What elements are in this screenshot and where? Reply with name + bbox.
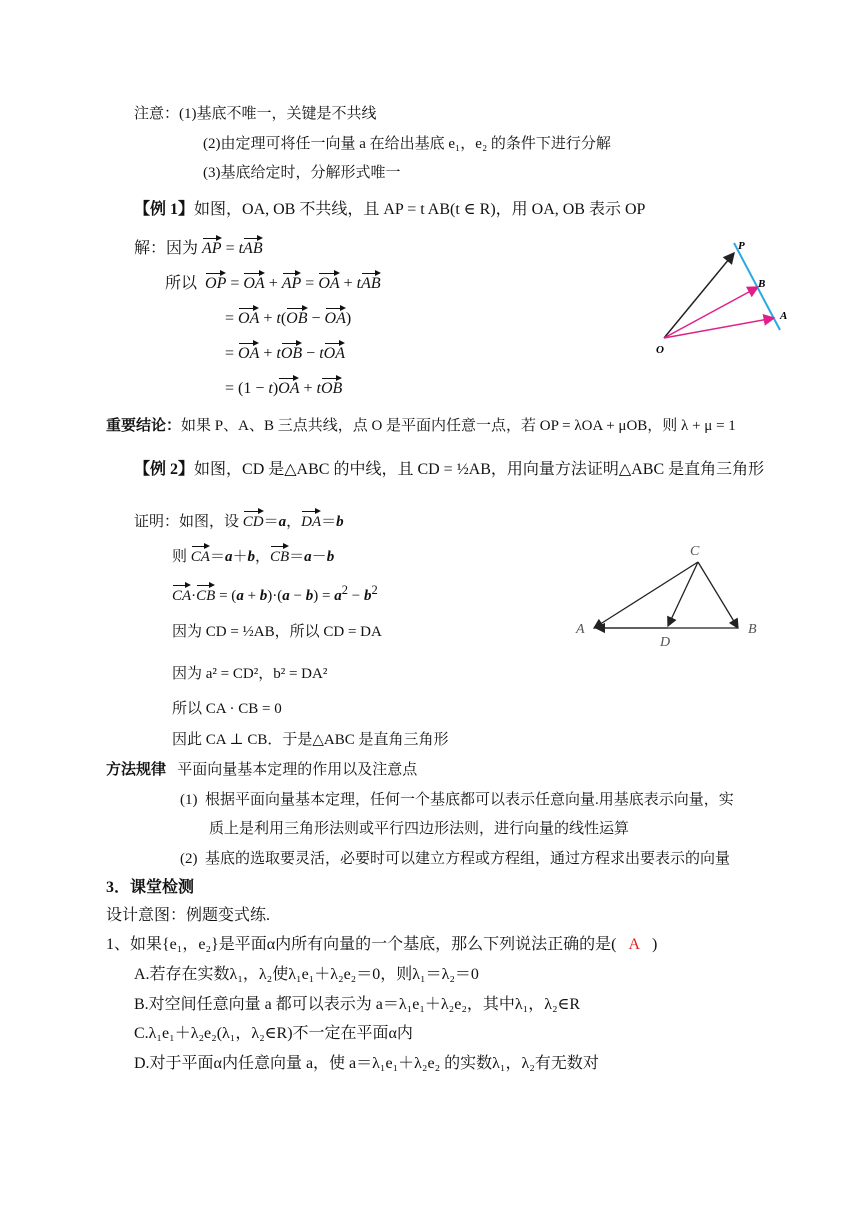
important-conclusion [106, 416, 736, 436]
method-title: 方法规律 [106, 762, 167, 778]
proof-line-1: 证明：如图，设 CD＝a，DA＝b [134, 510, 344, 532]
q1-option-c: C.λ₁e₁＋λ₂e₂(λ₁，λ₂∈R)不一定在平面α内 [134, 1025, 413, 1042]
method-subtitle: 平面向量基本定理的作用以及注意点 [177, 762, 418, 778]
q1-option-d: D.对于平面α内任意向量 a，使 a＝λ₁e₁＋λ₂e₂ 的实数λ₁，λ₂有无数对 [134, 1055, 599, 1072]
label-c: C [690, 544, 700, 559]
method-point-2 [180, 849, 730, 869]
method-header [106, 760, 417, 780]
q1-stem: 1、如果{e₁，e₂}是平面α内所有向量的一个基底，那么下列说法正确的是( [106, 936, 617, 953]
design-intent: 设计意图：例题变式练. [106, 907, 271, 924]
vector-cb [698, 562, 738, 628]
q1-close: ) [652, 936, 658, 953]
label-a2: A [576, 622, 585, 637]
example-2-tag: 【例 2】 [134, 461, 195, 478]
example-1-statement [134, 200, 645, 220]
example-2-statement [134, 460, 764, 480]
solution-line-4: = OA + tOB − tOA [225, 342, 345, 364]
method-p1-num: (1) [180, 792, 198, 808]
method-p1-text-a: 根据平面向量基本定理，任何一个基底都可以表示任意向量.用基底表示向量，实 [205, 792, 734, 808]
proof-line-3: $CA\cdot CB = (a + b)\cdot(a - b) = a^2 - b^2$ [172, 583, 378, 604]
solution-line-3: = OA + t(OB − OA) [225, 307, 351, 329]
label-d: D [660, 635, 671, 650]
label-b: B [758, 278, 766, 290]
figure-collinear-points [650, 235, 800, 360]
proof-line-4: 因为 CD = ½AB，所以 CD = DA [172, 624, 382, 640]
label-p: P [738, 240, 745, 252]
solution-line-5: = (1 − t)OA + tOB [225, 377, 342, 399]
vector-op [664, 253, 734, 338]
conclusion-text: 如果 P、A、B 三点共线，点 O 是平面内任意一点，若 OP = λOA + μOB，则 λ + μ = 1 [181, 418, 736, 434]
note-item-2: (2)由定理可将任一向量 a 在给出基底 e₁，e₂ 的条件下进行分解 [203, 136, 611, 152]
solution-so: 所以 [165, 275, 198, 292]
label-a: A [780, 310, 788, 322]
note-line-1 [134, 104, 377, 124]
question-1-stem [106, 935, 657, 955]
q1-answer: A [628, 936, 640, 953]
proof-line-7: 因此 CA ⊥ CB．于是△ABC 是直角三角形 [172, 732, 449, 748]
label-o: O [656, 344, 664, 356]
example-1-tag: 【例 1】 [134, 201, 195, 218]
label-b2: B [748, 622, 757, 637]
note-title: 注意： [134, 106, 180, 122]
method-p1-text-b: 质上是利用三角形法则或平行四边形法则，进行向量的线性运算 [209, 821, 630, 837]
q1-option-b: B.对空间任意向量 a 都可以表示为 a＝λ₁e₁＋λ₂e₂，其中λ₁，λ₂∈R [134, 996, 581, 1013]
conclusion-title: 重要结论： [106, 418, 182, 434]
example-1-text: 如图，OA, OB 不共线，且 AP = t AB(t ∈ R)，用 OA, OB 表示 OP [194, 201, 646, 218]
note-item-3: (3)基底给定时，分解形式唯一 [203, 165, 401, 181]
method-point-1a [180, 790, 734, 810]
proof-line-2: 则 CA＝a＋b，CB＝a－b [172, 545, 334, 567]
note-item-1: (1)基底不唯一，关键是不共线 [179, 106, 377, 122]
vector-oa [664, 318, 774, 338]
q1-option-a: A.若存在实数λ₁，λ₂使λ₁e₁＋λ₂e₂＝0，则λ₁＝λ₂＝0 [134, 966, 479, 983]
method-p2-num: (2) [180, 851, 198, 867]
proof-intro: 证明：如图，设 [134, 514, 240, 530]
method-p2-text: 基底的选取要灵活，必要时可以建立方程或方程组，通过方程求出要表示的向量 [205, 851, 731, 867]
proof-line-6: 所以 CA · CB = 0 [172, 701, 282, 717]
solution-line-2: 所以 OP = OA + AP = OA + tAB [165, 272, 381, 294]
solution-intro: 解：因为 [134, 240, 199, 257]
section-3-title: 3．课堂检测 [106, 879, 195, 896]
figure-triangle-abc [570, 540, 770, 655]
solution-line-1: 解：因为 AP = tAB [134, 237, 263, 259]
proof-line-5: 因为 a² = CD²，b² = DA² [172, 666, 328, 682]
vector-ob [664, 287, 758, 338]
example-2-text: 如图，CD 是△ABC 的中线，且 CD = ½AB，用向量方法证明△ABC 是直角三角形 [194, 461, 765, 478]
collinear-line [734, 243, 780, 330]
